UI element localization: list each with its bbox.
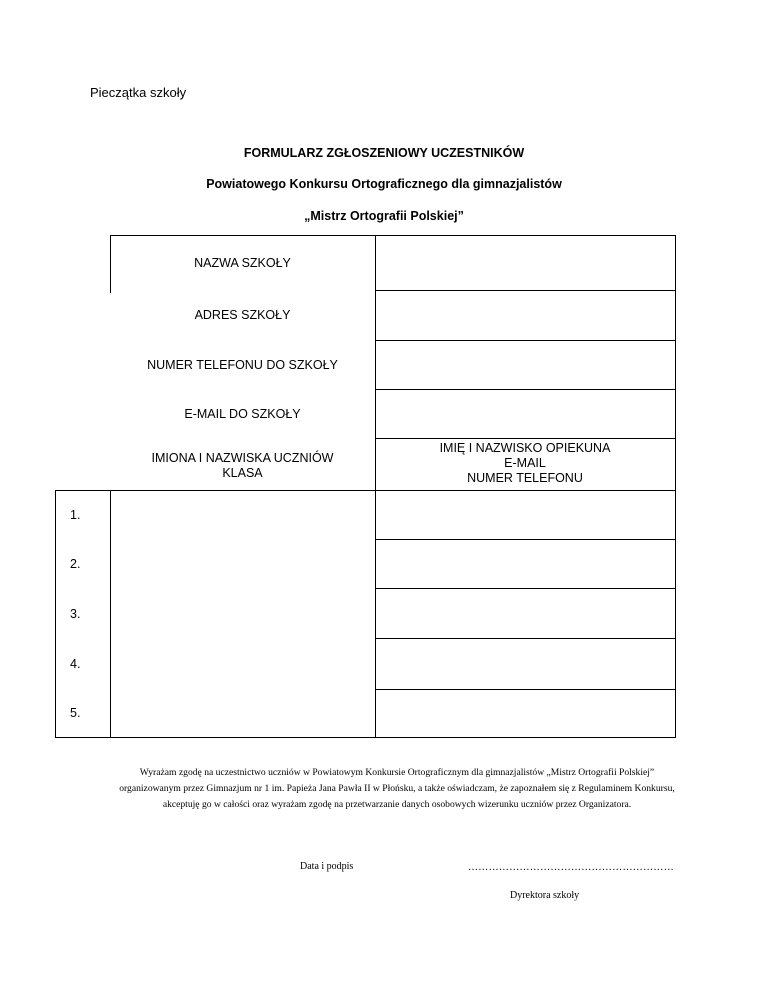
- row-number: 5.: [70, 706, 81, 720]
- table-row-divider: [375, 389, 675, 390]
- director-label: Dyrektora szkoły: [510, 890, 580, 901]
- school-phone-label: NUMER TELEFONU DO SZKOŁY: [147, 358, 338, 372]
- table-row-divider: [375, 340, 675, 341]
- student-row-divider: [375, 689, 675, 690]
- row-number: 1.: [70, 508, 81, 522]
- students-header: [110, 451, 375, 481]
- student-row-divider: [375, 539, 675, 540]
- students-border-left: [55, 490, 56, 738]
- student-row-divider: [375, 638, 675, 639]
- table-border-top: [110, 235, 676, 236]
- row-number: 4.: [70, 657, 81, 671]
- students-header-line: IMIONA I NAZWISKA UCZNIÓW: [151, 451, 334, 465]
- guardian-header: [375, 441, 675, 486]
- school-name-label: NAZWA SZKOŁY: [194, 256, 291, 270]
- table-row-divider: [375, 438, 675, 439]
- table-border-bottom: [55, 737, 676, 738]
- number-column-divider: [110, 490, 111, 738]
- signature-line: ……………………………………………………: [468, 862, 674, 873]
- guardian-header-line: IMIĘ I NAZWISKO OPIEKUNA: [439, 441, 611, 455]
- guardian-header-line: NUMER TELEFONU: [467, 471, 583, 485]
- student-row-divider: [375, 588, 675, 589]
- school-address-label: ADRES SZKOŁY: [194, 308, 291, 322]
- school-email-label: E-MAIL DO SZKOŁY: [184, 407, 301, 421]
- row-number: 2.: [70, 557, 81, 571]
- consent-statement: Wyrażam zgodę na uczestnictwo uczniów w Powiatowym Konkursie Ortograficznym dla gimnazjalistów „Mistrz Ortografii Polskiej” organizowanym przez Gimnazjum nr 1 im. Papieża Jana Pawła II w Płońsku, a także oświadczam, że zapoznałem się z Regulaminem Konkursu, akceptuję go w całości oraz wyrażam zgodę na przetwarzanie danych osobowych wizerunku uczniów przez Organizatora.: [119, 767, 675, 810]
- school-stamp-label: Pieczątka szkoły: [90, 85, 187, 100]
- form-title: FORMULARZ ZGŁOSZENIOWY UCZESTNIKÓW: [243, 146, 525, 160]
- students-section-top: [55, 490, 675, 491]
- table-row-divider: [375, 290, 675, 291]
- row-number: 3.: [70, 607, 81, 621]
- contest-name: „Mistrz Ortografii Polskiej”: [304, 209, 464, 223]
- date-and-signature-label: Data i podpis: [300, 861, 354, 872]
- students-header-line: KLASA: [222, 466, 263, 480]
- guardian-header-line: E-MAIL: [504, 456, 546, 470]
- table-column-divider: [375, 235, 376, 738]
- table-border-right: [675, 235, 676, 738]
- form-subtitle: Powiatowego Konkursu Ortograficznego dla gimnazjalistów: [206, 177, 562, 191]
